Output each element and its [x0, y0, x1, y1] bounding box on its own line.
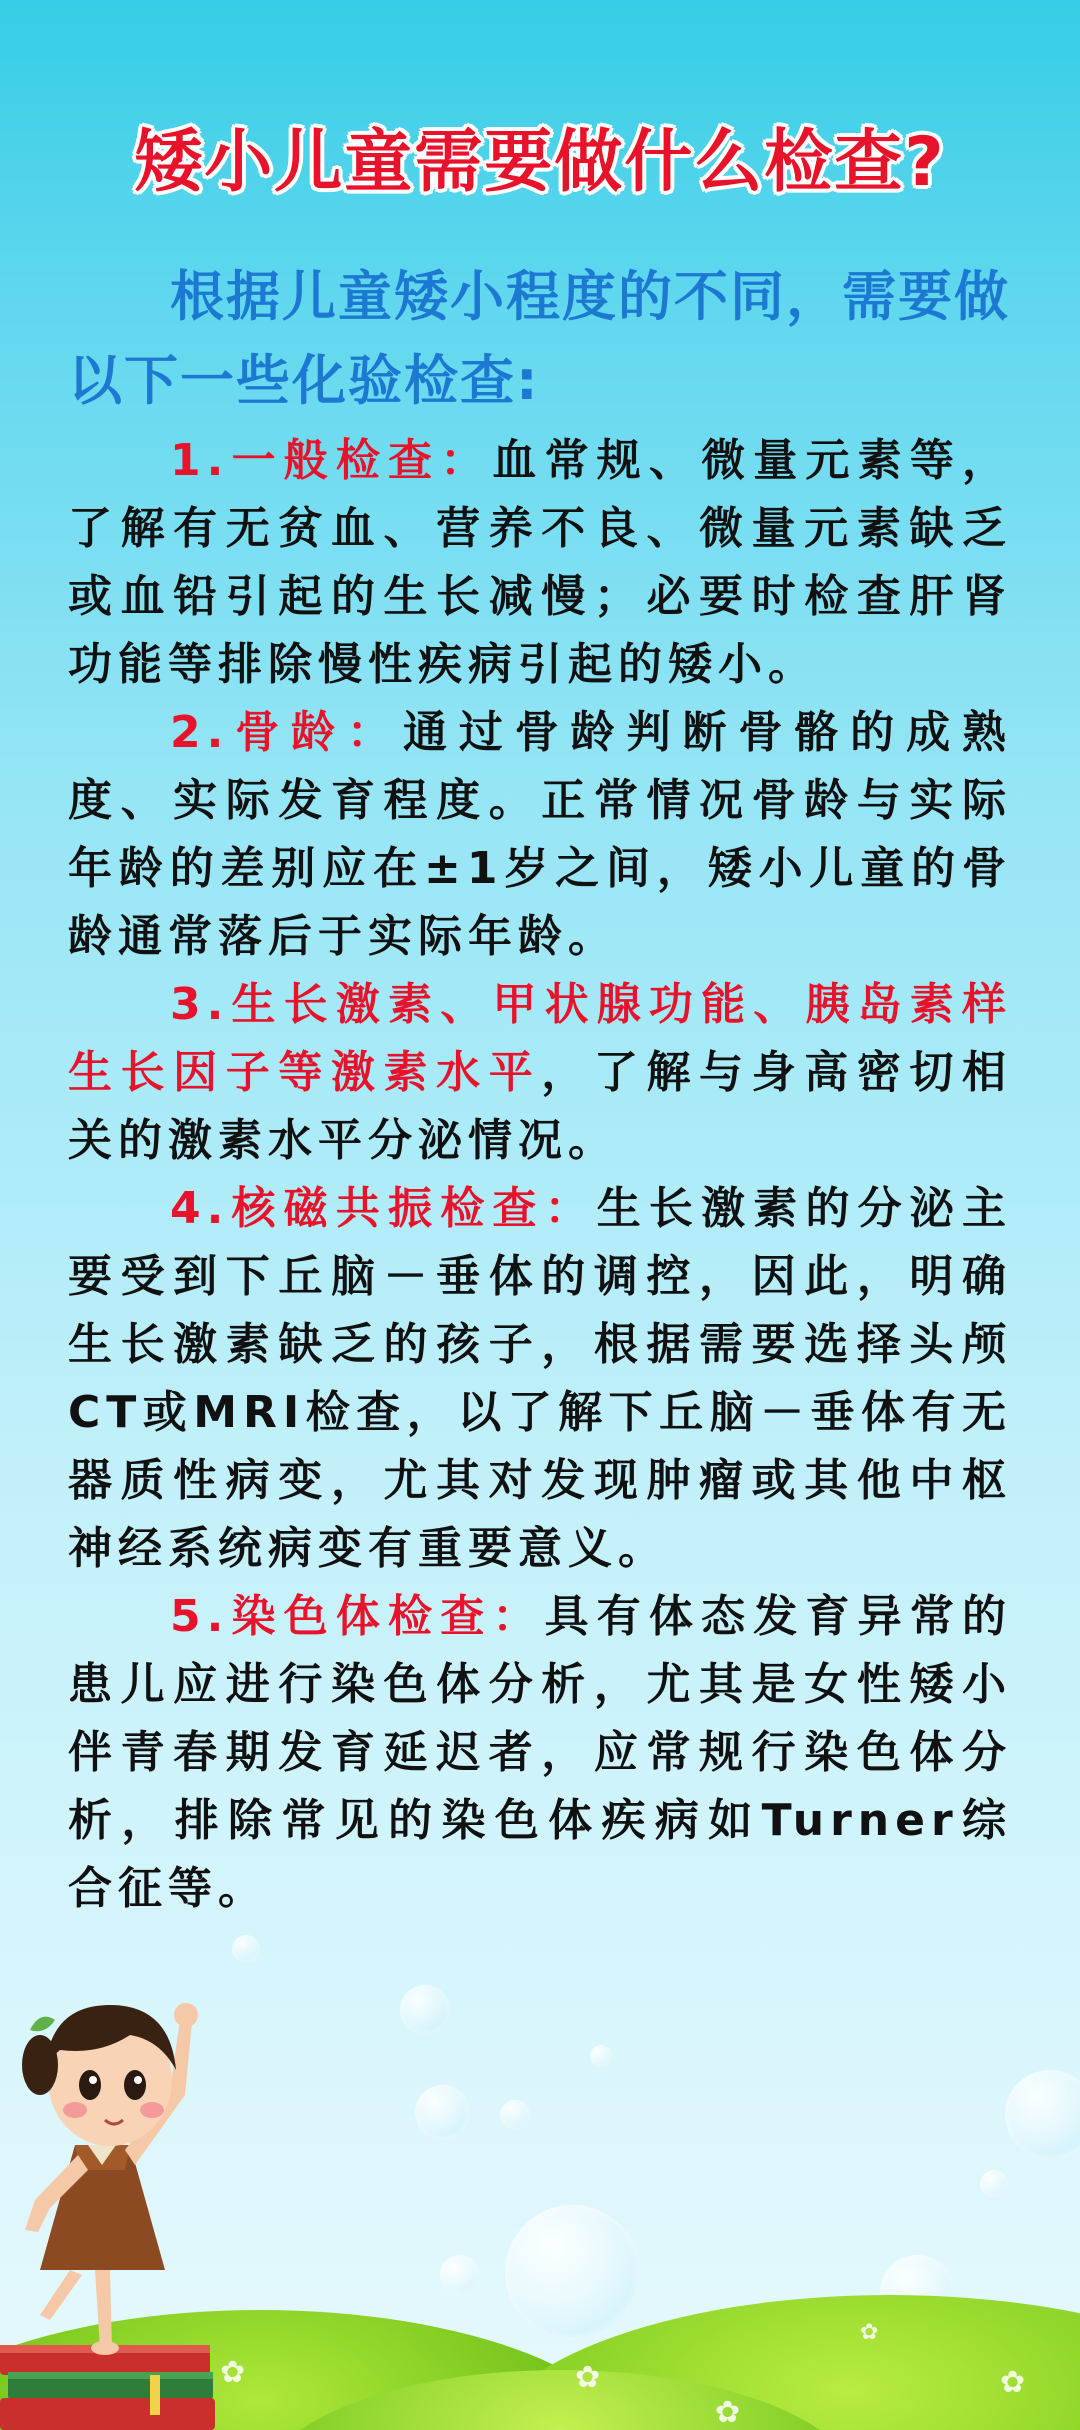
exam-item-label: 1.一般检查：	[170, 435, 493, 486]
flower-icon: ✿	[575, 2360, 601, 2395]
exam-item-text: ，了解与身高密切相关的激素水平分泌情况。	[68, 1047, 1013, 1166]
bubble-decoration	[505, 2205, 640, 2340]
page-title: 矮小儿童需要做什么检查?	[134, 123, 946, 202]
bubble-decoration	[400, 1985, 450, 2035]
flower-icon: ✿	[220, 2355, 246, 2390]
exam-item-label: 5.染色体检查：	[170, 1591, 545, 1642]
exam-item-label: 3.生长激素、甲状腺功能、胰岛素样生长因子等激素水平	[68, 979, 1012, 1098]
exam-item-label: 2.骨龄：	[170, 707, 403, 758]
cartoon-girl-illustration	[0, 1970, 240, 2430]
exam-item-hormones	[68, 971, 1012, 1175]
bubble-decoration	[415, 2085, 470, 2140]
bubble-decoration	[440, 2255, 480, 2295]
exam-item-chromosome	[68, 1583, 1012, 1923]
content-body	[68, 255, 1012, 1923]
exam-item-mri	[68, 1175, 1012, 1583]
intro-paragraph: 根据儿童矮小程度的不同，需要做以下一些化验检查:	[68, 265, 1010, 412]
bubble-decoration	[980, 2170, 1008, 2198]
bubble-decoration	[500, 2100, 530, 2130]
bubble-decoration	[590, 2045, 612, 2067]
flower-icon: ✿	[1000, 2365, 1026, 2400]
flower-icon: ✿	[860, 2320, 879, 2345]
exam-item-bone-age	[68, 699, 1012, 971]
bubble-decoration	[232, 1935, 260, 1963]
bubble-decoration	[1005, 2070, 1080, 2160]
exam-item-general	[68, 427, 1012, 699]
exam-item-text: 生长激素的分泌主要受到下丘脑－垂体的调控，因此，明确生长激素缺乏的孩子，根据需要选择头颅CT或MRI检查，以了解下丘脑－垂体有无器质性病变，尤其对发现肿瘤或其他中枢神经系统病变有重要意义。	[68, 1183, 1012, 1574]
exam-item-label: 4.核磁共振检查：	[170, 1183, 597, 1234]
exam-item-text: 血常规、微量元素等，了解有无贫血、营养不良、微量元素缺乏或血铅引起的生长减慢；必要时检查肝肾功能等排除慢性疾病引起的矮小。	[68, 435, 1012, 690]
exam-item-text: 通过骨龄判断骨骼的成熟度、实际发育程度。正常情况骨龄与实际年龄的差别应在±1岁之间，矮小儿童的骨龄通常落后于实际年龄。	[68, 707, 1012, 962]
exam-item-text: 具有体态发育异常的患儿应进行染色体分析，尤其是女性矮小伴青春期发育延迟者，应常规行染色体分析，排除常见的染色体疾病如Turner综合征等。	[68, 1591, 1012, 1914]
flower-icon: ✿	[715, 2395, 741, 2430]
